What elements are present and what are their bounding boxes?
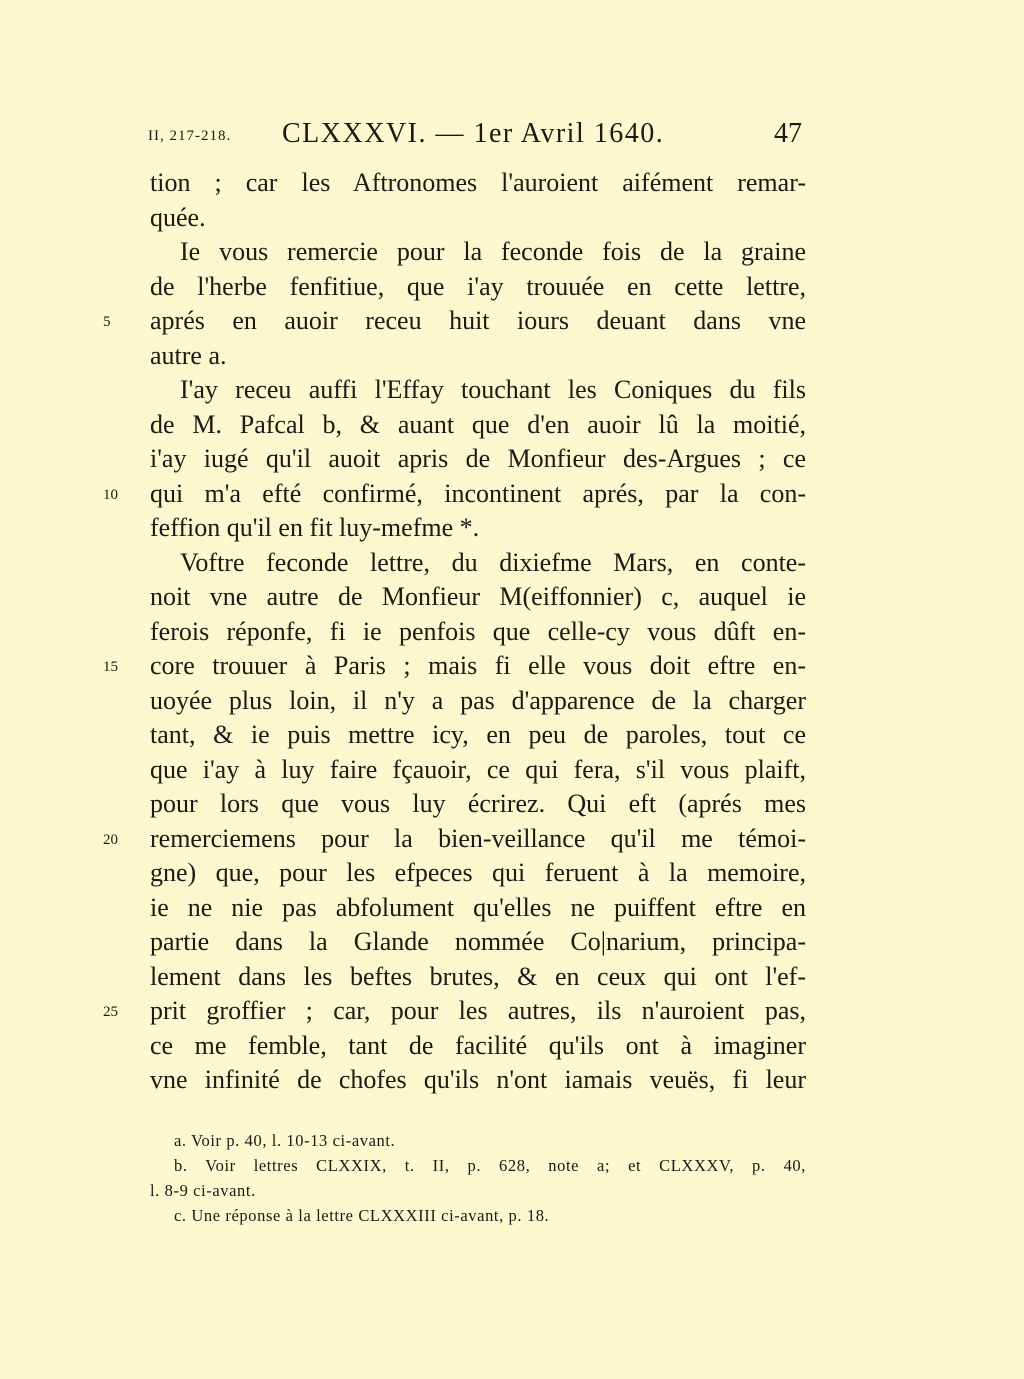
text-line xyxy=(150,1029,806,1064)
text-line xyxy=(150,891,806,926)
text-line xyxy=(150,408,806,443)
footnote: b. Voir lettres CLXXIX, t. II, p. 628, note a; et CLXXXV, p. 40, xyxy=(174,1156,806,1175)
text-line xyxy=(150,615,806,650)
text-line xyxy=(150,684,806,719)
line-text: ie ne nie pas abfolument qu'elles ne puiffent eftre en xyxy=(150,892,806,922)
text-line xyxy=(150,166,806,201)
line-text: ferois réponfe, fi ie penfois que celle-cy vous dûft en- xyxy=(150,616,806,646)
text-line xyxy=(103,994,806,1029)
line-text: de l'herbe fenfitiue, que i'ay trouuée en cette lettre, xyxy=(150,271,806,301)
line-text: pour lors que vous luy écrirez. Qui eft (aprés mes xyxy=(150,789,806,818)
text-line xyxy=(150,201,806,236)
text-line xyxy=(103,304,806,339)
line-text: qui m'a efté confirmé, incontinent aprés, par la con- xyxy=(150,478,806,508)
text-line xyxy=(150,546,806,581)
line-number: 5 xyxy=(103,314,111,330)
line-text: noit vne autre de Monfieur M(eiffonnier) c, auquel ie xyxy=(150,582,806,611)
letter-body xyxy=(103,166,806,1098)
footnote: a. Voir p. 40, l. 10-13 ci-avant. xyxy=(174,1131,396,1150)
header-title: CLXXXVI. — 1er Avril 1640. xyxy=(282,118,665,149)
text-line xyxy=(103,477,806,512)
line-text: uoyée plus loin, il n'y a pas d'apparence de la charger xyxy=(150,685,806,715)
text-line xyxy=(150,511,806,546)
line-text: autre a. xyxy=(150,340,227,370)
header-reference: II, 217-218. xyxy=(148,128,232,144)
text-line xyxy=(150,856,806,891)
line-text: ce me femble, tant de facilité qu'ils ont à imaginer xyxy=(150,1030,806,1060)
line-number: 10 xyxy=(103,486,118,503)
running-header xyxy=(148,118,808,154)
text-line xyxy=(150,339,806,374)
text-line xyxy=(150,270,806,305)
line-text: vne infinité de chofes qu'ils n'ont iamais veuës, fi leur xyxy=(150,1065,806,1094)
line-text: remerciemens pour la bien-veillance qu'il me témoi- xyxy=(150,823,806,853)
text-line xyxy=(103,822,806,857)
text-line xyxy=(150,442,806,477)
line-text: que i'ay à luy faire fçauoir, ce qui fera, s'il vous plaift, xyxy=(150,754,806,784)
text-line xyxy=(150,235,806,270)
line-text: partie dans la Glande nommée Co|narium, principa- xyxy=(150,927,806,956)
line-text: prit groffier ; car, pour les autres, ils n'auroient pas, xyxy=(150,996,806,1025)
line-text: I'ay receu auffi l'Effay touchant les Coniques du fils xyxy=(180,375,806,404)
line-text: de M. Pafcal b, & auant que d'en auoir lû la moitié, xyxy=(150,409,806,439)
footnote: l. 8-9 ci-avant. xyxy=(150,1181,256,1200)
text-line xyxy=(150,925,806,960)
line-text: tant, & ie puis mettre icy, en peu de paroles, tout ce xyxy=(150,720,806,749)
line-text: feffion qu'il en fit luy-mefme *. xyxy=(150,513,480,542)
line-text: tion ; car les Aftronomes l'auroient aifément remar- xyxy=(150,168,806,197)
footnotes xyxy=(150,1128,806,1228)
text-line xyxy=(150,753,806,788)
line-number: 15 xyxy=(103,659,118,675)
line-text: Ie vous remercie pour la feconde fois de la graine xyxy=(180,237,806,266)
text-line xyxy=(150,373,806,408)
text-line xyxy=(150,960,806,995)
page-number: 47 xyxy=(774,118,802,149)
line-number: 25 xyxy=(103,1004,118,1020)
text-line xyxy=(150,580,806,615)
text-line xyxy=(150,787,806,822)
line-text: quée. xyxy=(150,202,206,232)
footnote: c. Une réponse à la lettre CLXXXIII ci-avant, p. 18. xyxy=(174,1206,550,1225)
line-text: gne) que, pour les efpeces qui feruent à la memoire, xyxy=(150,858,806,887)
line-text: lement dans les beftes brutes, & en ceux qui ont l'ef- xyxy=(150,961,806,991)
text-line xyxy=(150,718,806,753)
line-text: Voftre feconde lettre, du dixiefme Mars, en conte- xyxy=(180,547,806,577)
line-number: 20 xyxy=(103,831,118,848)
text-line xyxy=(103,649,806,684)
line-text: i'ay iugé qu'il auoit apris de Monfieur des-Argues ; ce xyxy=(150,444,806,473)
line-text: core trouuer à Paris ; mais fi elle vous doit eftre en- xyxy=(150,651,806,680)
line-text: aprés en auoir receu huit iours deuant dans vne xyxy=(150,306,806,335)
text-line xyxy=(150,1063,806,1098)
